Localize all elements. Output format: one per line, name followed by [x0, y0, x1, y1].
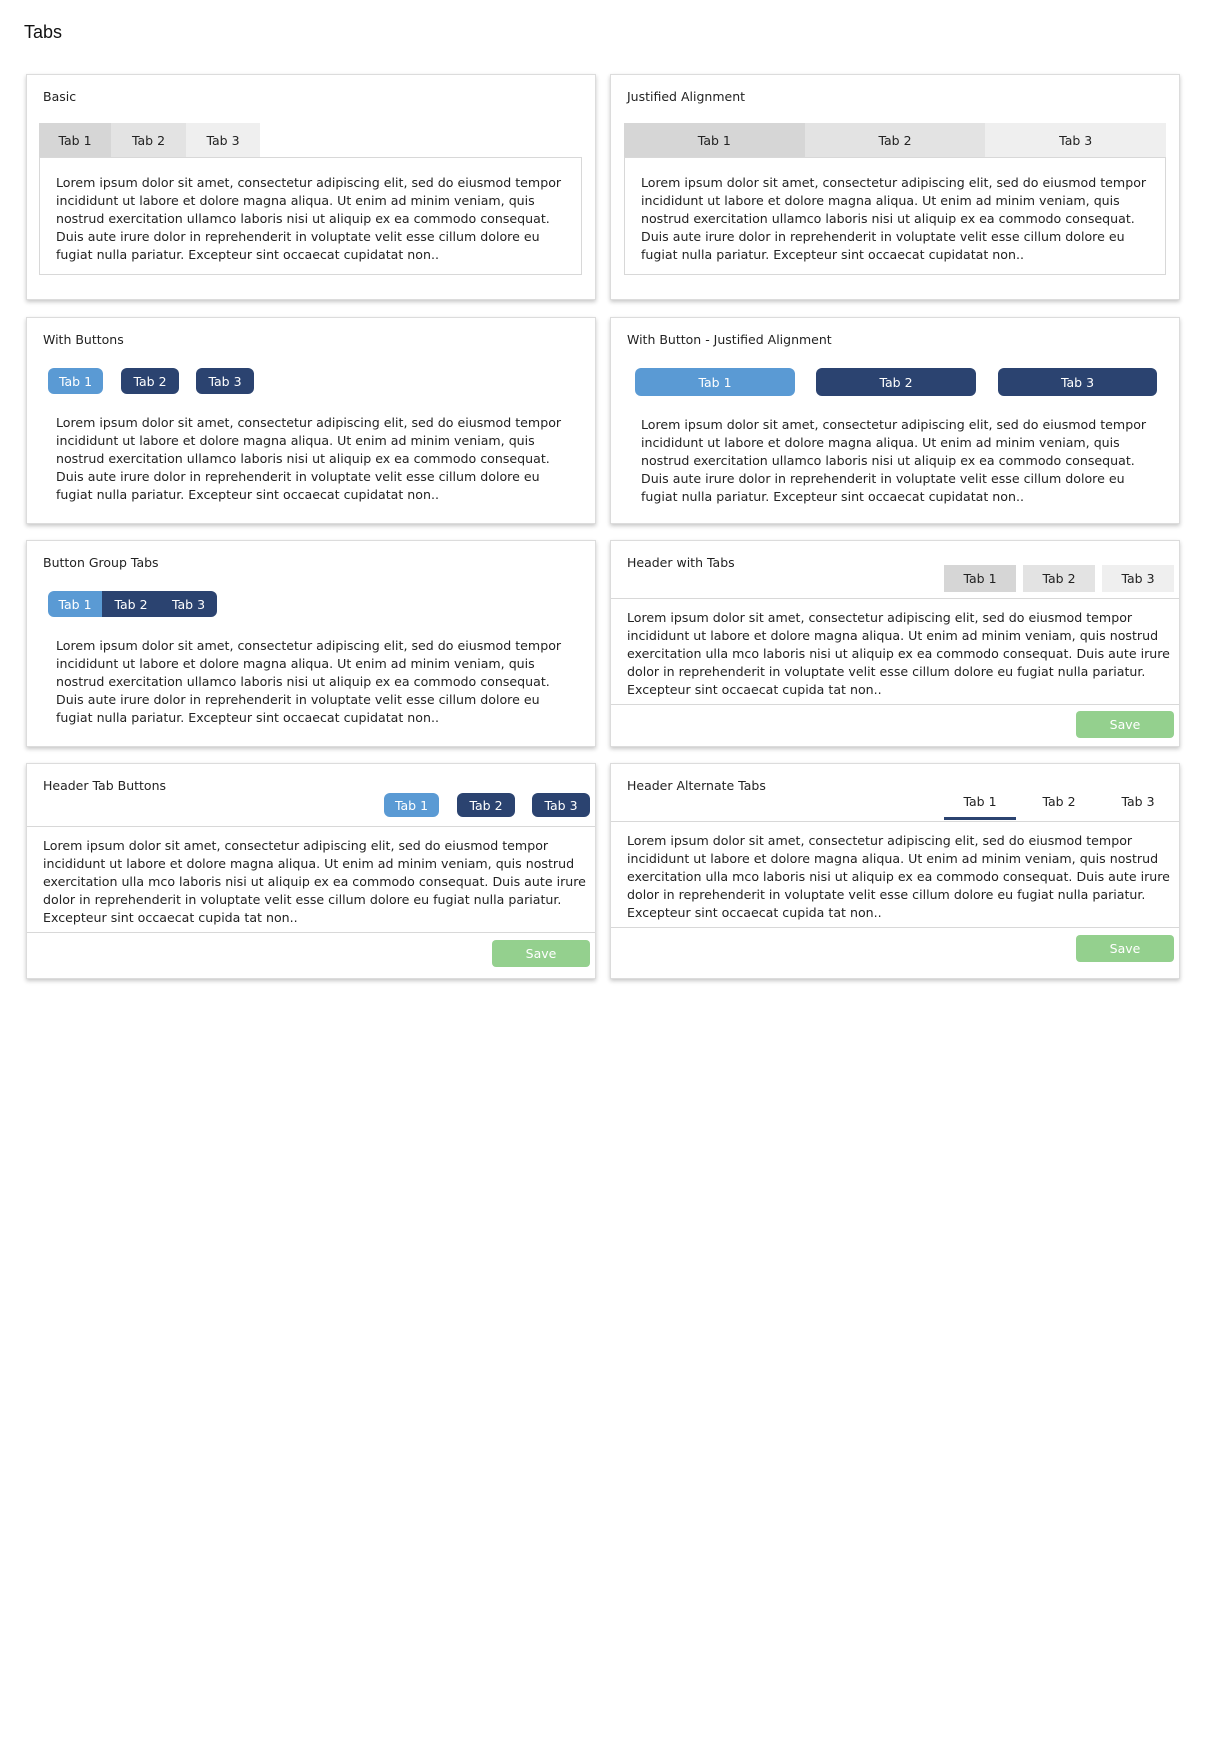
save-button[interactable]: Save: [492, 940, 590, 967]
tab-content: Lorem ipsum dolor sit amet, consectetur adipiscing elit, sed do eiusmod tempor incididunt ut labore et dolore magna aliqua. Ut enim ad minim veniam, quis nostrud exercitation ullamco laboris nisi ut aliquip ex ea commodo consequat. Duis aute irure dolor in reprehenderit in voluptate velit esse cillum dolore eu fugiat nulla pariatur. Excepteur sint occaecat cupidatat non..: [56, 175, 562, 262]
tab-2-button[interactable]: Tab 2: [121, 368, 179, 394]
tab-content: Lorem ipsum dolor sit amet, consectetur adipiscing elit, sed do eiusmod tempor incididunt ut labore et dolore magna aliqua. Ut enim ad minim veniam, quis nostrud exercitation ullamco laboris nisi ut aliquip ex ea commodo consequat. Duis aute irure dolor in reprehenderit in voluptate velit esse cillum dolore eu fugiat nulla pariatur. Excepteur sint occaecat cupidatat non..: [641, 175, 1147, 262]
card-header-tabs: [610, 540, 1180, 747]
header-divider: [27, 826, 595, 827]
tab-2[interactable]: Tab 2: [1023, 565, 1095, 592]
tab-2[interactable]: Tab 2: [1042, 793, 1076, 809]
tab-1[interactable]: Tab 1: [963, 793, 997, 809]
tab-bar: [39, 123, 260, 157]
tab-content: Lorem ipsum dolor sit amet, consectetur adipiscing elit, sed do eiusmod tempor incididunt ut labore et dolore magna aliqua. Ut enim ad minim veniam, quis nostrud exercitation ulla mco laboris nisi ut aliquip ex ea commodo consequat. Duis aute irure dolor in reprehenderit in voluptate velit esse cillum dolore eu fugiat nulla pariatur. Excepteur sint occaecat cupida tat non..: [43, 838, 586, 925]
card-title: Header Tab Buttons: [43, 778, 167, 793]
footer-divider: [611, 704, 1179, 705]
tab-content: Lorem ipsum dolor sit amet, consectetur adipiscing elit, sed do eiusmod tempor incididunt ut labore et dolore magna aliqua. Ut enim ad minim veniam, quis nostrud exercitation ullamco laboris nisi ut aliquip ex ea commodo consequat. Duis aute irure dolor in reprehenderit in voluptate velit esse cillum dolore eu fugiat nulla pariatur. Excepteur sint occaecat cupidatat non..: [641, 417, 1147, 504]
card-title: With Button - Justified Alignment: [627, 332, 832, 347]
footer-divider: [27, 932, 595, 933]
tab-1-segment[interactable]: Tab 1: [48, 591, 102, 617]
card-title: Basic: [43, 89, 77, 104]
card-header-alt-tabs: [610, 763, 1180, 979]
footer-divider: [611, 927, 1179, 928]
tab-bar: [624, 123, 1166, 157]
tab-3[interactable]: Tab 3: [186, 123, 260, 157]
header-divider: [611, 598, 1179, 599]
save-button[interactable]: Save: [1076, 935, 1174, 962]
tab-content: Lorem ipsum dolor sit amet, consectetur adipiscing elit, sed do eiusmod tempor incididunt ut labore et dolore magna aliqua. Ut enim ad minim veniam, quis nostrud exercitation ullamco laboris nisi ut aliquip ex ea commodo consequat. Duis aute irure dolor in reprehenderit in voluptate velit esse cillum dolore eu fugiat nulla pariatur. Excepteur sint occaecat cupidatat non..: [56, 638, 562, 725]
tab-3-button[interactable]: Tab 3: [532, 793, 590, 817]
card-with-buttons: [26, 317, 596, 524]
tab-panel: [39, 157, 582, 275]
card-title: Header Alternate Tabs: [627, 778, 766, 793]
tab-3-button[interactable]: Tab 3: [196, 368, 254, 394]
tab-button-group: [48, 591, 217, 617]
tab-2-button[interactable]: Tab 2: [816, 368, 976, 396]
card-title: Justified Alignment: [627, 89, 746, 104]
card-justified: [610, 74, 1180, 300]
tab-1[interactable]: Tab 1: [39, 123, 111, 157]
tab-1-button[interactable]: Tab 1: [48, 368, 103, 394]
tab-1-button[interactable]: Tab 1: [384, 793, 439, 817]
tab-2-button[interactable]: Tab 2: [457, 793, 515, 817]
tab-3[interactable]: Tab 3: [985, 123, 1166, 157]
save-button[interactable]: Save: [1076, 711, 1174, 738]
tab-3-button[interactable]: Tab 3: [998, 368, 1157, 396]
tab-content: Lorem ipsum dolor sit amet, consectetur adipiscing elit, sed do eiusmod tempor incididunt ut labore et dolore magna aliqua. Ut enim ad minim veniam, quis nostrud exercitation ulla mco laboris nisi ut aliquip ex ea commodo consequat. Duis aute irure dolor in reprehenderit in voluptate velit esse cillum dolore eu fugiat nulla pariatur. Excepteur sint occaecat cupida tat non..: [627, 833, 1170, 920]
tab-3[interactable]: Tab 3: [1121, 793, 1155, 809]
card-button-group: [26, 540, 596, 747]
tab-1[interactable]: Tab 1: [624, 123, 805, 157]
tab-1-button[interactable]: Tab 1: [635, 368, 795, 396]
card-title: With Buttons: [43, 332, 124, 347]
card-with-buttons-justified: [610, 317, 1180, 524]
page-title: Tabs: [24, 22, 63, 42]
tab-2-segment[interactable]: Tab 2: [102, 591, 160, 617]
card-title: Header with Tabs: [627, 555, 735, 570]
tab-3[interactable]: Tab 3: [1102, 565, 1174, 592]
header-divider: [611, 821, 1179, 822]
tab-content: Lorem ipsum dolor sit amet, consectetur adipiscing elit, sed do eiusmod tempor incididunt ut labore et dolore magna aliqua. Ut enim ad minim veniam, quis nostrud exercitation ullamco laboris nisi ut aliquip ex ea commodo consequat. Duis aute irure dolor in reprehenderit in voluptate velit esse cillum dolore eu fugiat nulla pariatur. Excepteur sint occaecat cupidatat non..: [56, 415, 562, 502]
card-title: Button Group Tabs: [43, 555, 159, 570]
tab-2[interactable]: Tab 2: [111, 123, 186, 157]
active-tab-indicator: [944, 817, 1016, 820]
tab-content: Lorem ipsum dolor sit amet, consectetur adipiscing elit, sed do eiusmod tempor incididunt ut labore et dolore magna aliqua. Ut enim ad minim veniam, quis nostrud exercitation ulla mco laboris nisi ut aliquip ex ea commodo consequat. Duis aute irure dolor in reprehenderit in voluptate velit esse cillum dolore eu fugiat nulla pariatur. Excepteur sint occaecat cupida tat non..: [627, 610, 1170, 697]
card-basic: [26, 74, 596, 300]
tab-panel: [624, 157, 1166, 275]
tab-1[interactable]: Tab 1: [944, 565, 1016, 592]
tab-2[interactable]: Tab 2: [805, 123, 986, 157]
card-header-tab-buttons: [26, 763, 596, 979]
tab-3-segment[interactable]: Tab 3: [160, 591, 217, 617]
